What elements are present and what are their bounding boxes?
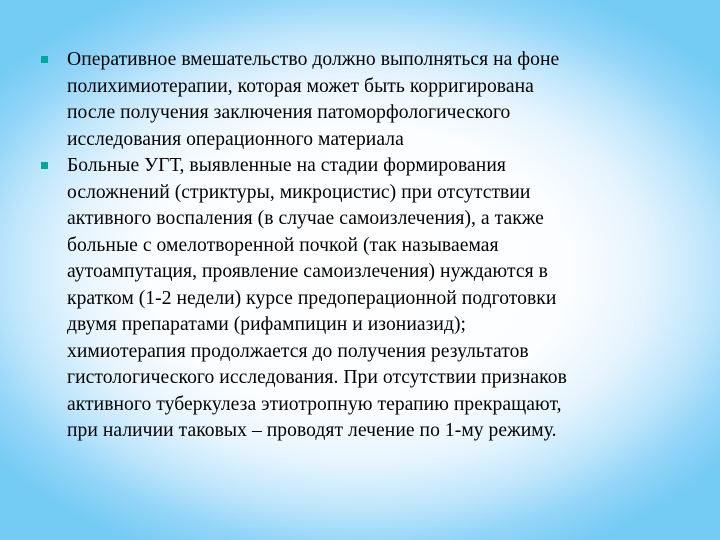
bullet-line: активного туберкулеза этиотропную терапию прекращают, xyxy=(67,393,562,415)
slide-body xyxy=(40,47,690,445)
bullet-line: активного воспаления (в случае самоизлечения), а также xyxy=(67,208,544,229)
bullet-item-surgery xyxy=(40,47,690,153)
bullet-item-patients xyxy=(40,153,690,445)
bullet-line: гистологического исследования. При отсутствии признаков xyxy=(67,367,567,388)
square-bullet-icon xyxy=(41,56,48,63)
bullet-line: кратком (1-2 недели) курсе предоперационной подготовки xyxy=(67,287,557,309)
bullet-line: после получения заключения патоморфологического xyxy=(67,102,511,123)
bullet-line: при наличии таковых – проводят лечение по 1-му режиму. xyxy=(67,420,557,441)
bullet-line: Больные УГТ, выявленные на стадии формирования xyxy=(67,155,506,176)
bullet-line: осложнений (стриктуры, микроцистис) при отсутствии xyxy=(67,181,531,203)
bullet-line: полихимиотерапии, которая может быть корригирована xyxy=(67,75,534,97)
bullet-line: исследования операционного материала xyxy=(67,128,404,150)
bullet-line: химиотерапия продолжается до получения результатов xyxy=(67,340,529,362)
bullet-line: двумя препаратами (рифампицин и изониазид); xyxy=(67,314,467,335)
bullet-line: больные с омелотворенной почкой (так называемая xyxy=(67,234,499,256)
square-bullet-icon xyxy=(41,162,48,169)
bullet-line: Оперативное вмешательство должно выполняться на фоне xyxy=(67,49,560,70)
bullet-line: аутоампутация, проявление самоизлечения) нуждаются в xyxy=(67,261,548,282)
